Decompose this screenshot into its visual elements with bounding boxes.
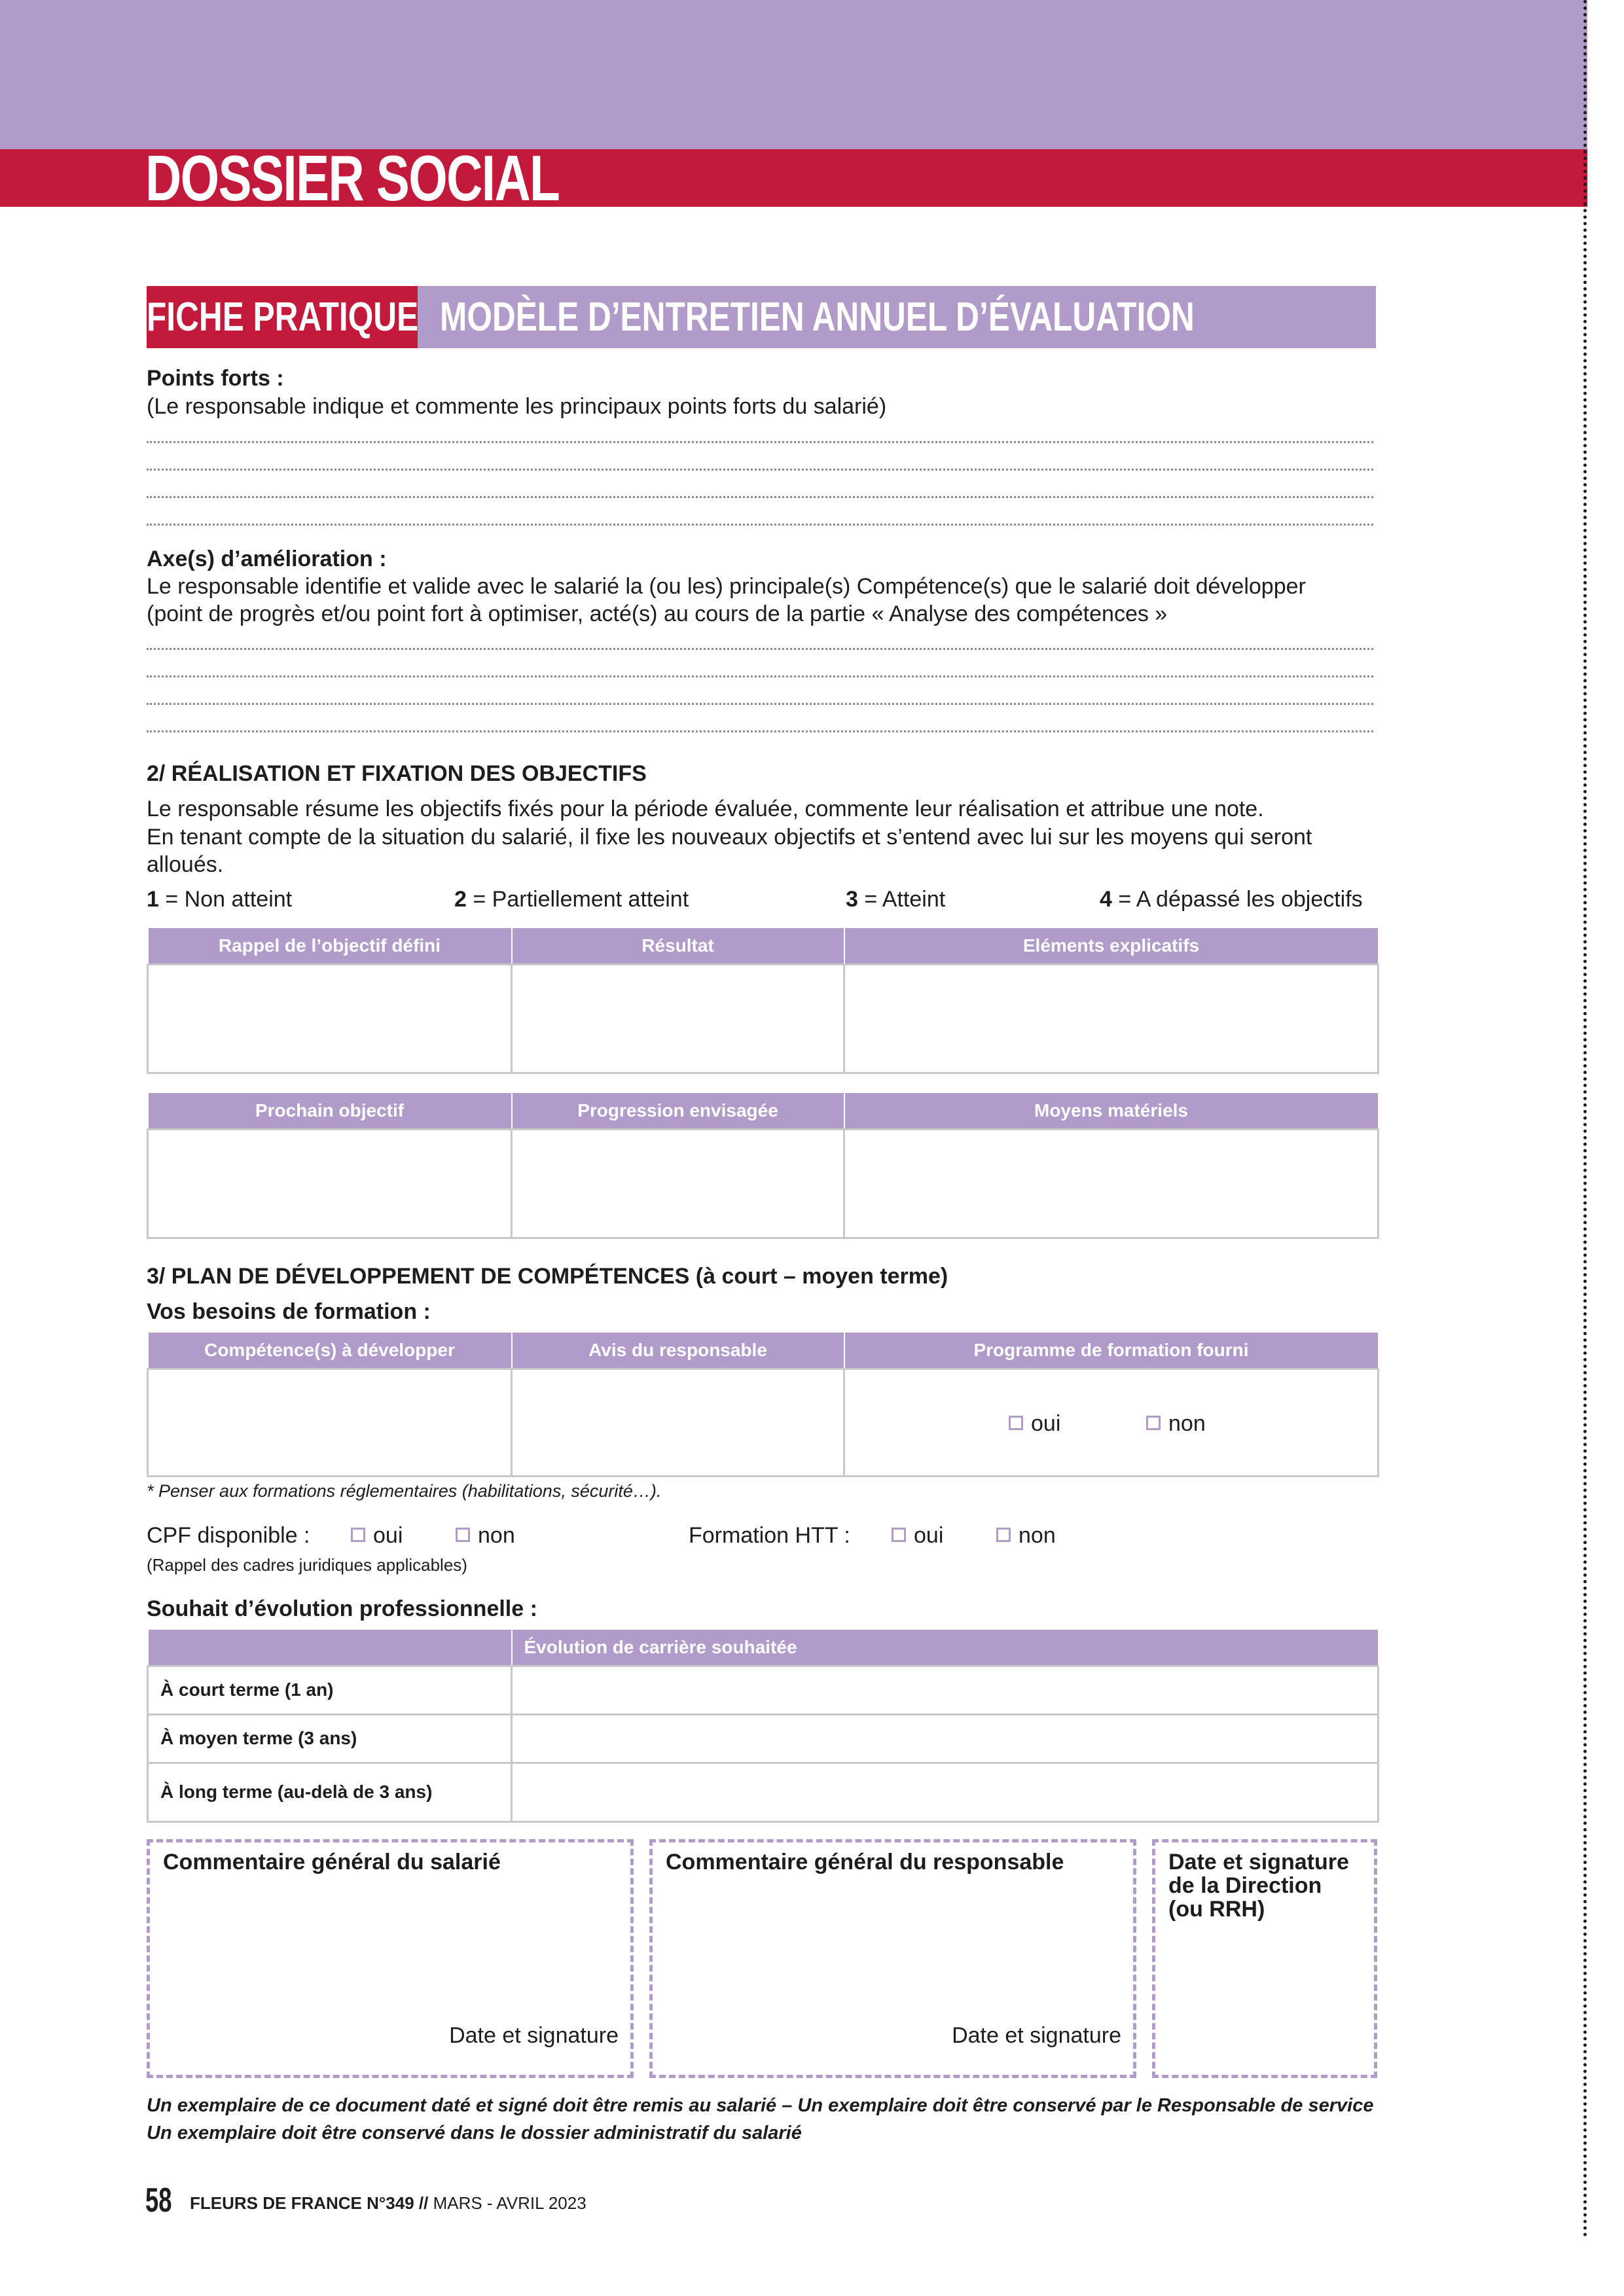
column-header: Progression envisagée	[512, 1092, 844, 1129]
direction-signature-box[interactable]	[1152, 1839, 1377, 2078]
salarie-comment-box[interactable]	[147, 1839, 634, 2078]
section3-title: 3/ PLAN DE DÉVELOPPEMENT DE COMPÉTENCES (à court – moyen terme)	[147, 1264, 948, 1289]
table-cell[interactable]	[512, 1369, 844, 1476]
row-label: À court terme (1 an)	[148, 1666, 512, 1714]
rating-legend-1	[147, 885, 292, 914]
direction-title-line: Date et signature	[1168, 1850, 1349, 1874]
answer-line[interactable]	[147, 524, 1373, 526]
magazine-info	[190, 2190, 586, 2216]
direction-title-line: (ou RRH)	[1168, 1897, 1265, 1922]
rating-text: = Partiellement atteint	[466, 887, 689, 912]
evolution-table	[147, 1628, 1379, 1823]
objectives-table	[147, 927, 1379, 1074]
column-header: Prochain objectif	[148, 1092, 512, 1129]
checkbox-label: oui	[914, 1523, 944, 1548]
rating-number: 1	[147, 887, 159, 912]
column-header: Avis du responsable	[512, 1332, 844, 1369]
column-header: Programme de formation fourni	[844, 1332, 1379, 1369]
page-edge-dotted-line	[1583, 0, 1587, 2238]
table-cell[interactable]	[512, 1763, 1379, 1821]
direction-title-line: de la Direction	[1168, 1873, 1322, 1898]
rating-legend-2	[454, 885, 689, 914]
htt-label: Formation HTT :	[689, 1523, 850, 1548]
footnote: * Penser aux formations réglementaires (habilitations, sécurité…).	[147, 1481, 662, 1501]
cpf-label: CPF disponible :	[147, 1523, 310, 1548]
evolution-title: Souhait d’évolution professionnelle :	[147, 1596, 537, 1621]
htt-oui-option[interactable]	[892, 1521, 943, 1550]
cpf-oui-option[interactable]	[351, 1521, 403, 1550]
points-forts-description: (Le responsable indique et commente les principaux points forts du salarié)	[147, 394, 887, 419]
answer-line[interactable]	[147, 441, 1373, 443]
rating-number: 2	[454, 887, 467, 912]
training-table	[147, 1331, 1379, 1477]
rating-text: = Atteint	[857, 887, 946, 912]
table-cell[interactable]	[512, 1714, 1379, 1763]
section2-line1: Le responsable résume les objectifs fixés pour la période évaluée, commente leur réalisation et attribue une note.	[147, 797, 1264, 821]
column-header: Résultat	[512, 927, 844, 964]
checkbox-label: oui	[1031, 1410, 1061, 1436]
salarie-comment-title: Commentaire général du salarié	[163, 1850, 501, 1874]
magazine-name: FLEURS DE FRANCE N°349	[190, 2193, 414, 2213]
checkbox-label: non	[1019, 1523, 1056, 1548]
checkbox[interactable]	[892, 1528, 906, 1542]
programme-oui-option[interactable]	[1009, 1409, 1060, 1438]
magazine-issue: MARS - AVRIL 2023	[433, 2193, 586, 2213]
rating-number: 3	[846, 887, 858, 912]
checkbox[interactable]	[996, 1528, 1011, 1542]
answer-line[interactable]	[147, 703, 1373, 705]
checkbox[interactable]	[1009, 1416, 1023, 1430]
rating-legend-4	[1100, 885, 1363, 914]
column-header: Compétence(s) à développer	[148, 1332, 512, 1369]
salarie-date-signature: Date et signature	[449, 2023, 619, 2048]
rating-number: 4	[1100, 887, 1112, 912]
footer-note-1: Un exemplaire de ce document daté et signé doit être remis au salarié – Un exemplaire doit être conservé par le Responsable de service	[147, 2095, 1374, 2116]
cpf-non-option[interactable]	[456, 1521, 515, 1550]
answer-line[interactable]	[147, 730, 1373, 732]
responsable-comment-box[interactable]	[649, 1839, 1136, 2078]
responsable-date-signature: Date et signature	[952, 2023, 1121, 2048]
cpf-note: (Rappel des cadres juridiques applicables)	[147, 1555, 467, 1575]
htt-non-option[interactable]	[996, 1521, 1056, 1550]
separator: //	[414, 2193, 433, 2213]
checkbox[interactable]	[1146, 1416, 1161, 1430]
section-title: DOSSIER SOCIAL	[145, 142, 560, 214]
table-cell[interactable]	[148, 1129, 512, 1238]
rating-text: = A dépassé les objectifs	[1111, 887, 1363, 912]
rating-legend-3	[846, 885, 945, 914]
column-header: Eléments explicatifs	[844, 927, 1379, 964]
table-cell[interactable]	[512, 1129, 844, 1238]
direction-title	[1168, 1850, 1349, 1921]
table-cell[interactable]	[512, 1666, 1379, 1714]
points-forts-label: Points forts :	[147, 366, 284, 391]
table-cell[interactable]	[844, 964, 1379, 1073]
axes-amelioration-label: Axe(s) d’amélioration :	[147, 547, 387, 571]
checkbox-label: oui	[373, 1523, 403, 1548]
page-title-text: MODÈLE D’ENTRETIEN ANNUEL D’ÉVALUATION	[440, 295, 1195, 340]
rating-text: = Non atteint	[158, 887, 293, 912]
column-header: Évolution de carrière souhaitée	[512, 1629, 1379, 1666]
table-cell[interactable]	[844, 1129, 1379, 1238]
checkbox[interactable]	[456, 1528, 470, 1542]
checkbox[interactable]	[351, 1528, 365, 1542]
answer-line[interactable]	[147, 469, 1373, 471]
checkbox-label: non	[478, 1523, 515, 1548]
row-label: À long terme (au-delà de 3 ans)	[148, 1763, 512, 1821]
footer-note-2: Un exemplaire doit être conservé dans le dossier administratif du salarié	[147, 2123, 802, 2144]
row-label: À moyen terme (3 ans)	[148, 1714, 512, 1763]
fiche-label-text: FICHE PRATIQUE	[147, 295, 419, 340]
axes-amelioration-line1: Le responsable identifie et valide avec le salarié la (ou les) principale(s) Compétence(s) que le salarié doit développer	[147, 574, 1306, 599]
page-number: 58	[145, 2181, 172, 2219]
answer-line[interactable]	[147, 496, 1373, 498]
section2-line2: En tenant compte de la situation du salarié, il fixe les nouveaux objectifs et s’entend avec lui sur les moyens qui seront	[147, 825, 1312, 850]
header-band	[0, 0, 1587, 149]
table-cell[interactable]	[512, 964, 844, 1073]
table-cell	[844, 1369, 1379, 1476]
programme-non-option[interactable]	[1146, 1409, 1206, 1438]
answer-line[interactable]	[147, 675, 1373, 677]
responsable-comment-title: Commentaire général du responsable	[666, 1850, 1064, 1874]
table-cell[interactable]	[148, 964, 512, 1073]
section3-subtitle: Vos besoins de formation :	[147, 1299, 431, 1324]
section2-title: 2/ RÉALISATION ET FIXATION DES OBJECTIFS	[147, 761, 647, 786]
section2-line3: alloués.	[147, 852, 224, 877]
page-title	[440, 286, 1383, 348]
table-cell[interactable]	[148, 1369, 512, 1476]
column-header: Moyens matériels	[844, 1092, 1379, 1129]
empty-header	[148, 1629, 512, 1666]
checkbox-label: non	[1168, 1410, 1206, 1436]
fiche-label	[147, 286, 418, 348]
column-header: Rappel de l’objectif défini	[148, 927, 512, 964]
next-objectives-table	[147, 1092, 1379, 1239]
axes-amelioration-line2: (point de progrès et/ou point fort à optimiser, acté(s) au cours de la partie « Analyse des compétences »	[147, 601, 1168, 626]
answer-line[interactable]	[147, 648, 1373, 650]
